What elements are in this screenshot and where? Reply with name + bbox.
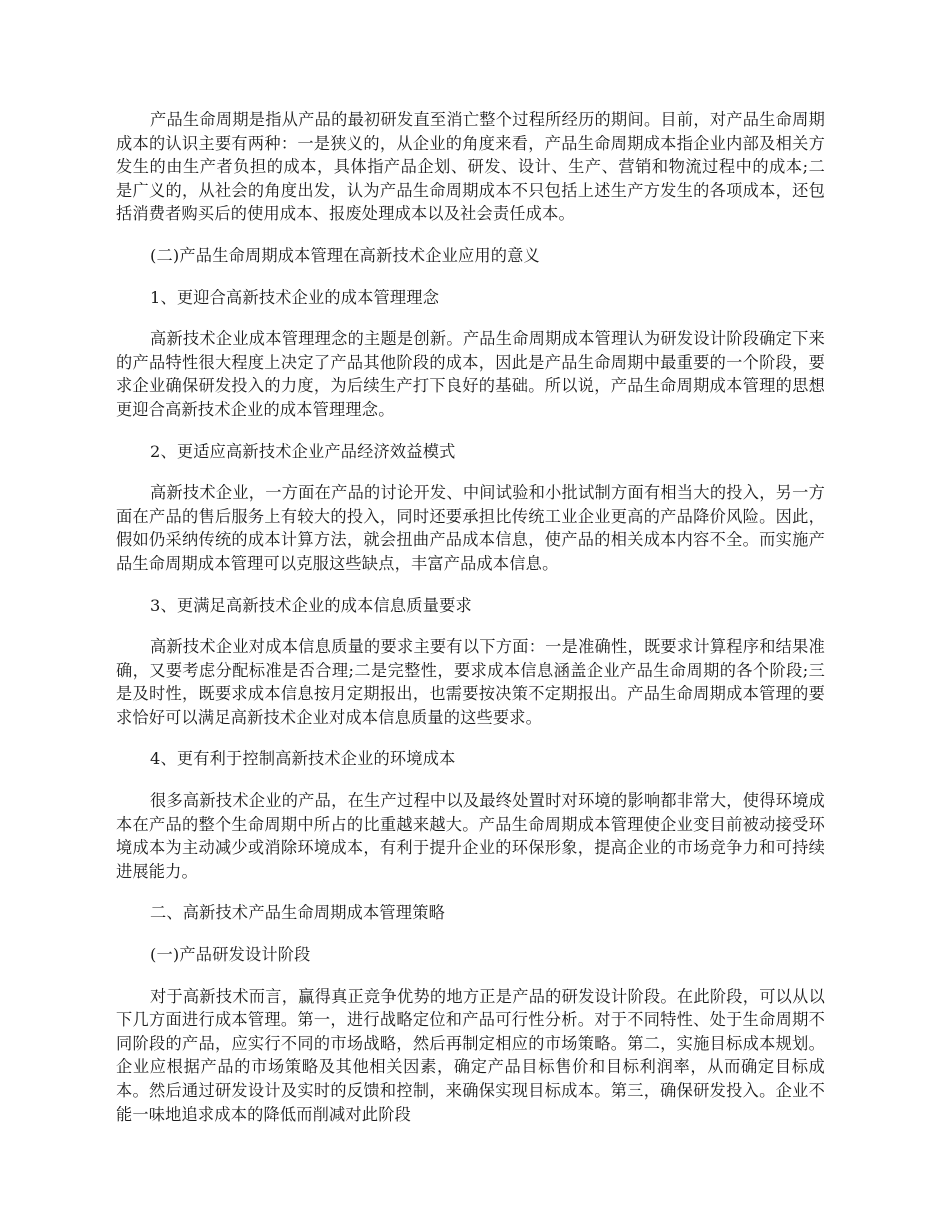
paragraph-environmental-cost: 很多高新技术企业的产品，在生产过程中以及最终处置时对环境的影响都非常大，使得环境成本在产品的整个生命周期中所占的比重越来越大。产品生命周期成本管理使企业变目前被动接受环境成本为主动减少或消除环境成本，有利于提升企业的环保形象，提高企业的市场竞争力和可持续进展能力。 — [116, 791, 825, 881]
section-heading-strategy: 二、高新技术产品生命周期成本管理策略 — [150, 903, 445, 923]
subheading-environmental-cost: 4、更有利于控制高新技术企业的环境成本 — [150, 749, 456, 769]
subheading-cost-concept: 1、更迎合高新技术企业的成本管理理念 — [150, 287, 440, 307]
subheading-info-quality: 3、更满足高新技术企业的成本信息质量要求 — [150, 595, 472, 615]
paragraph-cost-concept: 高新技术企业成本管理理念的主题是创新。产品生命周期成本管理认为研发设计阶段确定下来的产品特性很大程度上决定了产品其他阶段的成本，因此是产品生命周期中最重要的一个阶段，要求企业确保研发投入的力度，为后续生产打下良好的基础。所以说，产品生命周期成本管理的思想更迎合高新技术企业的成本管理理念。 — [116, 329, 825, 419]
paragraph-economic-model: 高新技术企业，一方面在产品的讨论开发、中间试验和小批试制方面有相当大的投入，另一方面在产品的售后服务上有较大的投入，同时还要承担比传统工业企业更高的产品降价风险。因此，假如仍采纳传统的成本计算方法，就会扭曲产品成本信息，使产品的相关成本内容不全。而实施产品生命周期成本管理可以克服这些缺点，丰富产品成本信息。 — [116, 483, 825, 573]
paragraph-info-quality: 高新技术企业对成本信息质量的要求主要有以下方面：一是准确性，既要求计算程序和结果准确，又要考虑分配标准是否合理;二是完整性，要求成本信息涵盖企业产品生命周期的各个阶段;三是及时性，既要求成本信息按月定期报出，也需要按决策不定期报出。产品生命周期成本管理的要求恰好可以满足高新技术企业对成本信息质量的这些要求。 — [116, 637, 825, 727]
subheading-economic-model: 2、更适应高新技术企业产品经济效益模式 — [150, 441, 456, 461]
paragraph-rd-stage: 对于高新技术而言，赢得真正竞争优势的地方正是产品的研发设计阶段。在此阶段，可以从以下几方面进行成本管理。第一，进行战略定位和产品可行性分析。对于不同特性、处于生命周期不同阶段的产品，应实行不同的市场战略，然后再制定相应的市场策略。第二，实施目标成本规划。企业应根据产品的市场策略及其他相关因素，确定产品目标售价和目标利润率，从而确定目标成本。然后通过研发设计及实时的反馈和控制，来确保实现目标成本。第三，确保研发投入。企业不能一味地追求成本的降低而削减对此阶段 — [116, 986, 825, 1124]
subheading-rd-stage: (一)产品研发设计阶段 — [150, 945, 311, 965]
paragraph-lifecycle-definition: 产品生命周期是指从产品的最初研发直至消亡整个过程所经历的期间。目前，对产品生命周期成本的认识主要有两种：一是狭义的，从企业的角度来看，产品生命周期成本指企业内部及相关方发生的由生产者负担的成本，具体指产品企划、研发、设计、生产、营销和物流过程中的成本;二是广义的，从社会的角度出发，认为产品生命周期成本不只包括上述生产方发生的各项成本，还包括消费者购买后的使用成本、报废处理成本以及社会责任成本。 — [116, 110, 825, 224]
section-heading-significance: (二)产品生命周期成本管理在高新技术企业应用的意义 — [150, 245, 540, 265]
